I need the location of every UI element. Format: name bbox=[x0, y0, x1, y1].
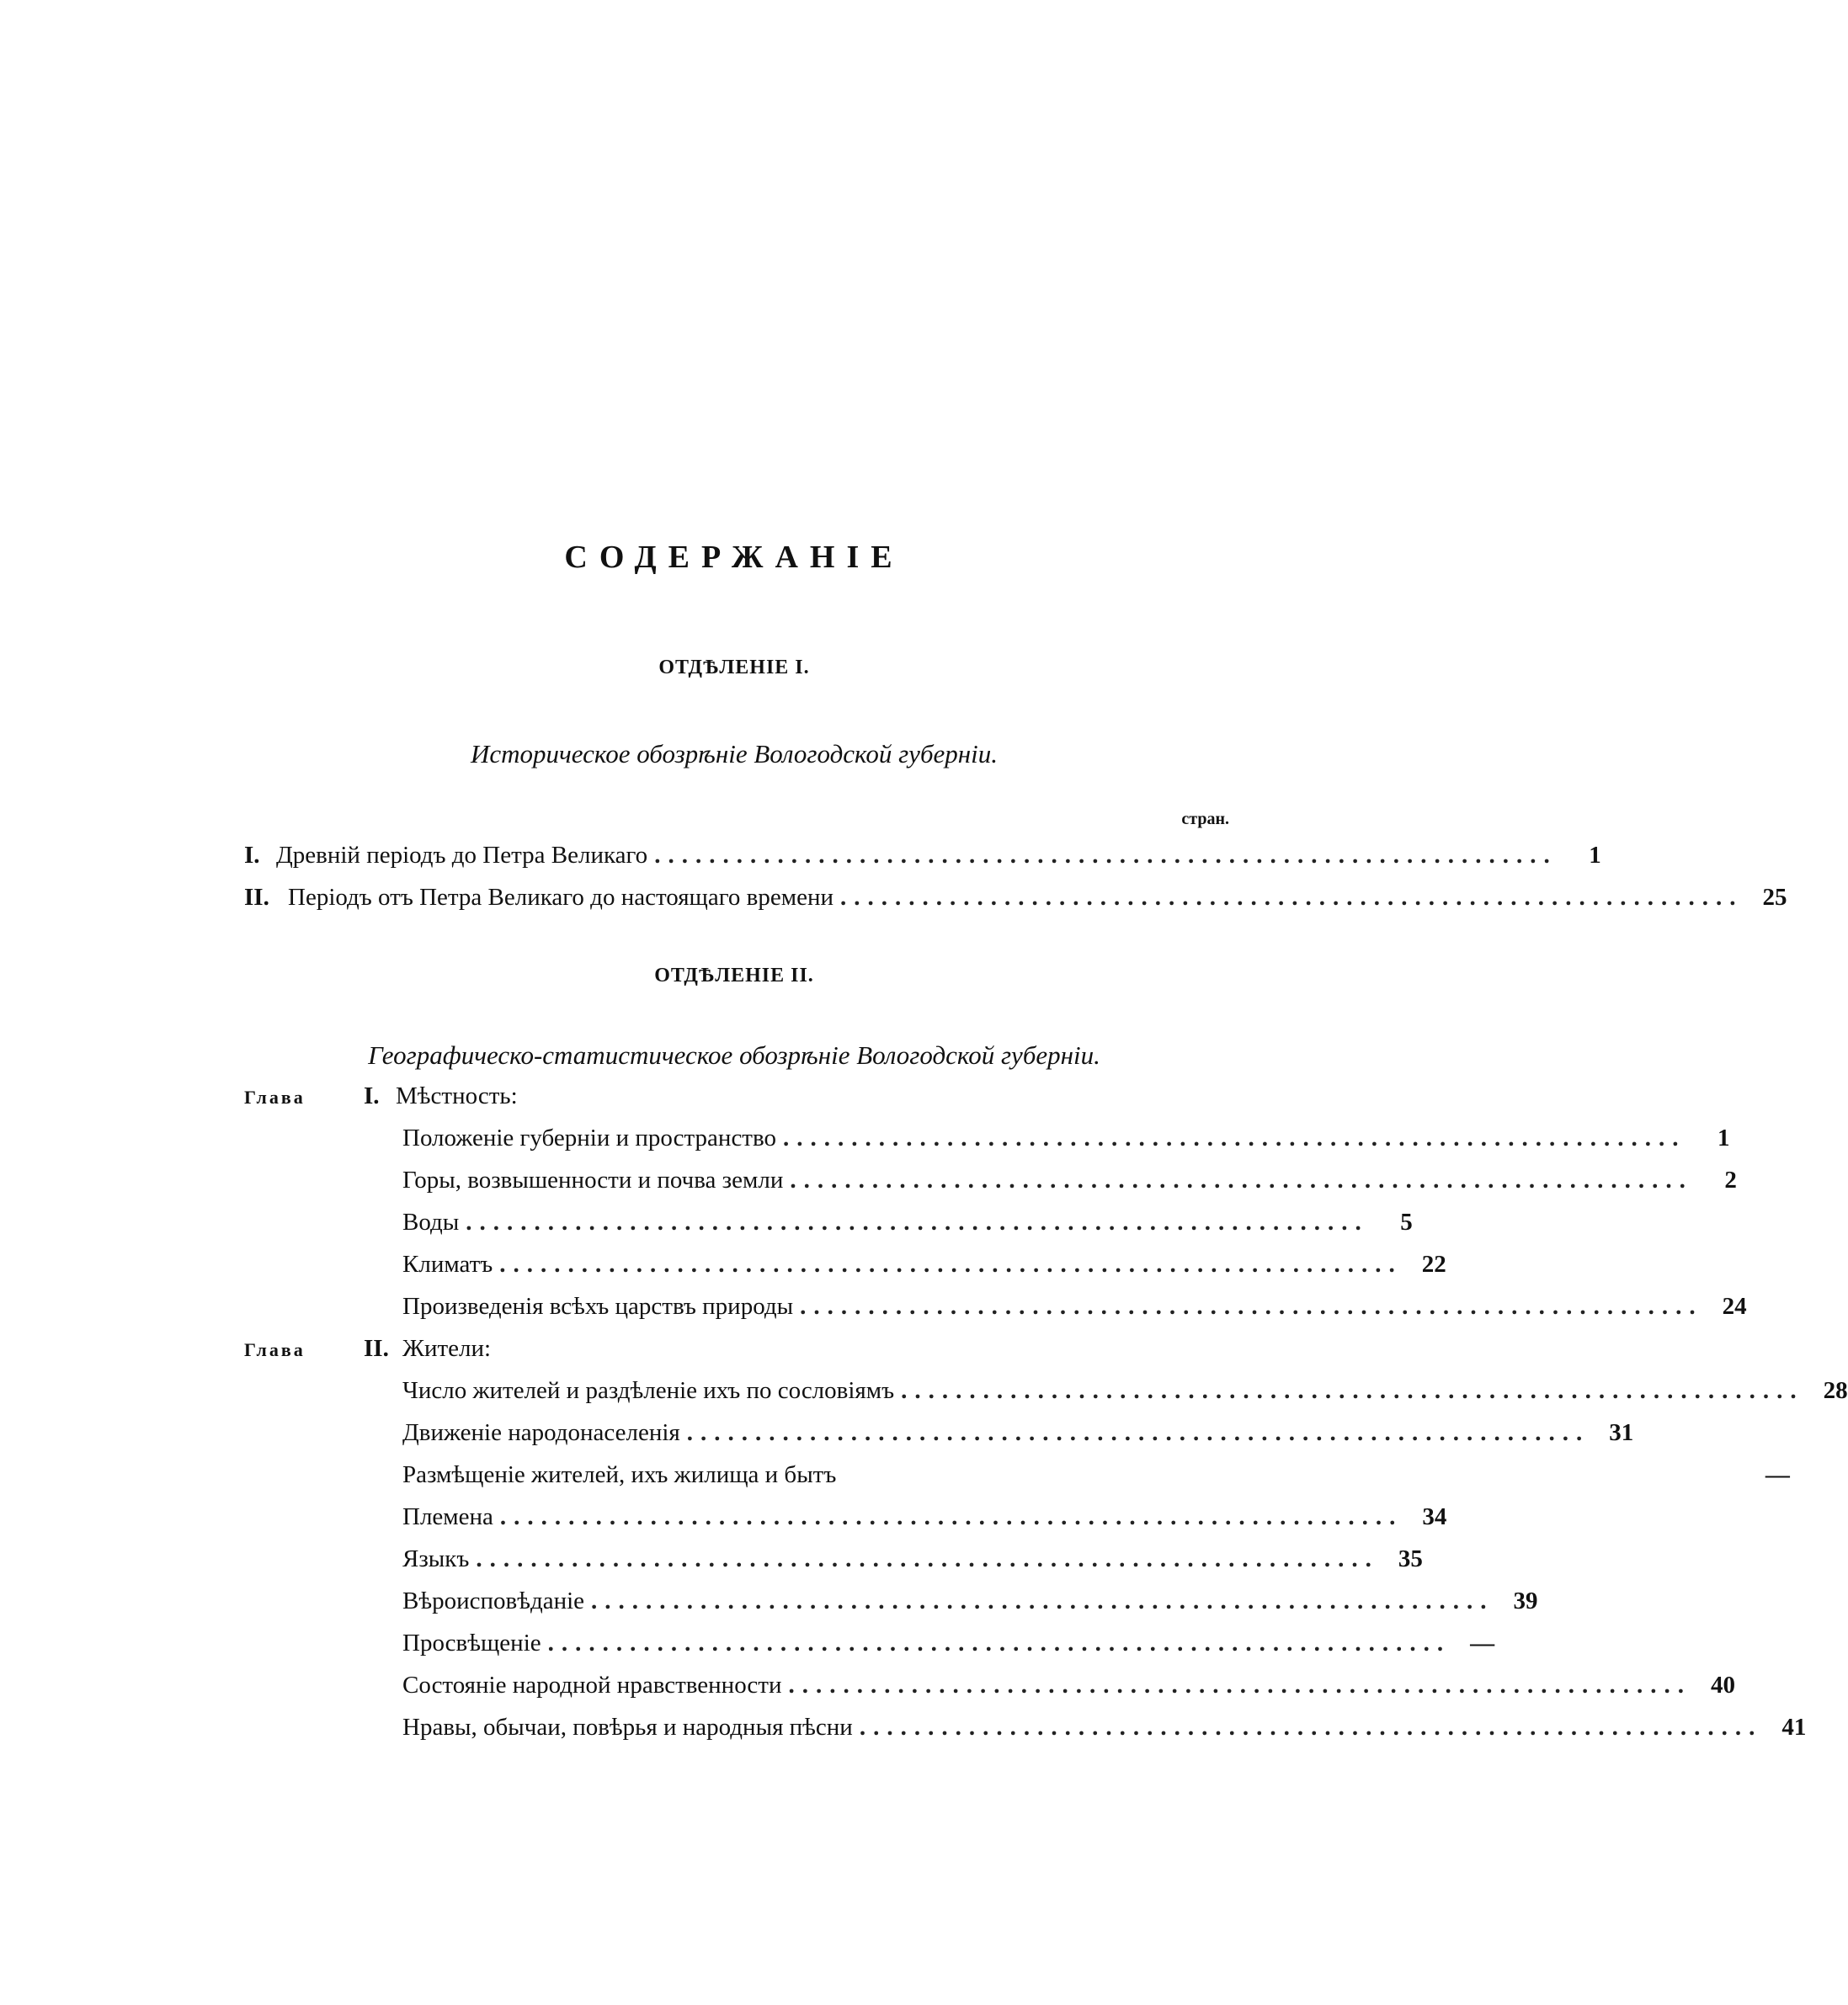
section-2-heading: ОТДѢЛЕНІЕ II. bbox=[654, 965, 814, 987]
entry-title: Положеніе губерніи и пространство bbox=[402, 1125, 776, 1151]
entry-page-number: 35 bbox=[1398, 1545, 1423, 1572]
page-column-label: стран. bbox=[1181, 810, 1229, 828]
entry-title: Климатъ bbox=[402, 1251, 493, 1278]
dot-leader: .................................................................. bbox=[547, 1630, 1451, 1657]
dot-leader: .................................................................. bbox=[591, 1588, 1494, 1614]
entry-title: Произведенія всѣхъ царствъ природы bbox=[402, 1293, 794, 1320]
dot-leader: .................................................................. bbox=[788, 1672, 1691, 1699]
toc-entry[interactable] bbox=[244, 842, 1601, 879]
chapter-number: I. bbox=[364, 1082, 380, 1109]
toc-entry[interactable] bbox=[402, 1588, 1538, 1625]
entry-title: Размѣщеніе жителей, ихъ жилища и бытъ bbox=[402, 1461, 837, 1488]
entry-title: Движеніе народонаселенія bbox=[402, 1419, 680, 1446]
chapter-heading bbox=[244, 1335, 1002, 1372]
entry-page-number: 34 bbox=[1422, 1503, 1447, 1530]
toc-entry[interactable] bbox=[402, 1125, 1730, 1162]
entry-page-number: 24 bbox=[1722, 1293, 1747, 1320]
dot-leader: .................................................................. bbox=[686, 1419, 1590, 1446]
toc-entry[interactable] bbox=[244, 884, 1787, 921]
dot-leader: .................................................................. bbox=[839, 884, 1744, 911]
entry-title: Языкъ bbox=[402, 1545, 470, 1572]
entry-title: Древній періодъ до Петра Великаго bbox=[276, 842, 648, 869]
dot-leader: .................................................................. bbox=[466, 1209, 1369, 1236]
entry-title: Племена bbox=[402, 1503, 493, 1530]
chapter-label: Глава bbox=[244, 1339, 306, 1360]
dot-leader: .................................................................. bbox=[859, 1714, 1763, 1741]
entry-title: Воды bbox=[402, 1209, 460, 1236]
entry-title: Горы, возвышенности и почва земли bbox=[402, 1167, 784, 1194]
dot-leader: .................................................................. bbox=[901, 1377, 1804, 1404]
page-title: СОДЕРЖАНІЕ bbox=[564, 540, 904, 575]
entry-title: Просвѣщеніе bbox=[402, 1630, 541, 1657]
entry-page-number: — bbox=[1470, 1630, 1495, 1657]
entry-page-number: 40 bbox=[1711, 1672, 1735, 1699]
toc-entry[interactable] bbox=[402, 1714, 1807, 1751]
entry-title: Періодъ отъ Петра Великаго до настоящаго времени bbox=[288, 884, 833, 911]
entry-page-number: 22 bbox=[1421, 1251, 1446, 1278]
toc-entry[interactable] bbox=[402, 1377, 1848, 1414]
entry-page-number: 39 bbox=[1513, 1588, 1538, 1614]
section-2-subtitle: Географическо-статистическое обозрѣніе Вологодской губерніи. bbox=[368, 1040, 1100, 1070]
toc-entry[interactable] bbox=[402, 1503, 1447, 1540]
entry-page-number: 1 bbox=[1589, 842, 1601, 869]
toc-entry[interactable] bbox=[402, 1293, 1747, 1330]
entry-title: Число жителей и раздѣленіе ихъ по сословіямъ bbox=[402, 1377, 895, 1404]
dot-leader: .................................................................. bbox=[654, 842, 1558, 869]
entry-title: Вѣроисповѣданіе bbox=[402, 1588, 585, 1614]
section-1-subtitle: Историческое обозрѣніе Вологодской губерніи. bbox=[470, 739, 999, 768]
entry-page-number: 31 bbox=[1609, 1419, 1634, 1446]
dot-leader: .................................................................. bbox=[499, 1251, 1403, 1278]
dot-leader: .................................................................. bbox=[782, 1125, 1686, 1151]
entry-title: Нравы, обычаи, повѣрья и народныя пѣсни bbox=[402, 1714, 853, 1741]
chapter-title: Жители: bbox=[402, 1335, 492, 1362]
toc-entry[interactable] bbox=[402, 1251, 1446, 1288]
dot-leader: .................................................................. bbox=[790, 1167, 1693, 1194]
entry-page-number: 2 bbox=[1724, 1167, 1737, 1194]
toc-entry[interactable] bbox=[402, 1672, 1735, 1709]
dot-leader: .................................................................. bbox=[800, 1293, 1703, 1320]
toc-entry[interactable] bbox=[402, 1545, 1423, 1582]
chapter-title: Мѣстность: bbox=[396, 1082, 518, 1109]
entry-page-number: 25 bbox=[1762, 884, 1787, 911]
entry-number: II. bbox=[244, 884, 269, 911]
toc-entry[interactable] bbox=[402, 1167, 1737, 1204]
section-1-heading: ОТДѢЛЕНІЕ I. bbox=[658, 657, 810, 678]
chapter-label: Глава bbox=[244, 1087, 306, 1108]
entry-page-number: — bbox=[1765, 1461, 1790, 1488]
dot-leader: .................................................................. bbox=[499, 1503, 1403, 1530]
entry-page-number: 28 bbox=[1823, 1377, 1848, 1404]
entry-title: Состояніе народной нравственности bbox=[402, 1672, 782, 1699]
toc-entry[interactable] bbox=[402, 1630, 1495, 1667]
entry-page-number: 41 bbox=[1781, 1714, 1807, 1741]
toc-entry[interactable] bbox=[402, 1461, 1790, 1498]
toc-entry[interactable] bbox=[402, 1209, 1413, 1246]
chapter-number: II. bbox=[364, 1335, 389, 1362]
toc-entry[interactable] bbox=[402, 1419, 1634, 1456]
entry-number: I. bbox=[244, 842, 260, 869]
dot-leader: .................................................................. bbox=[476, 1545, 1379, 1572]
entry-page-number: 5 bbox=[1400, 1209, 1413, 1236]
entry-page-number: 1 bbox=[1717, 1125, 1730, 1151]
chapter-heading bbox=[244, 1082, 1002, 1120]
